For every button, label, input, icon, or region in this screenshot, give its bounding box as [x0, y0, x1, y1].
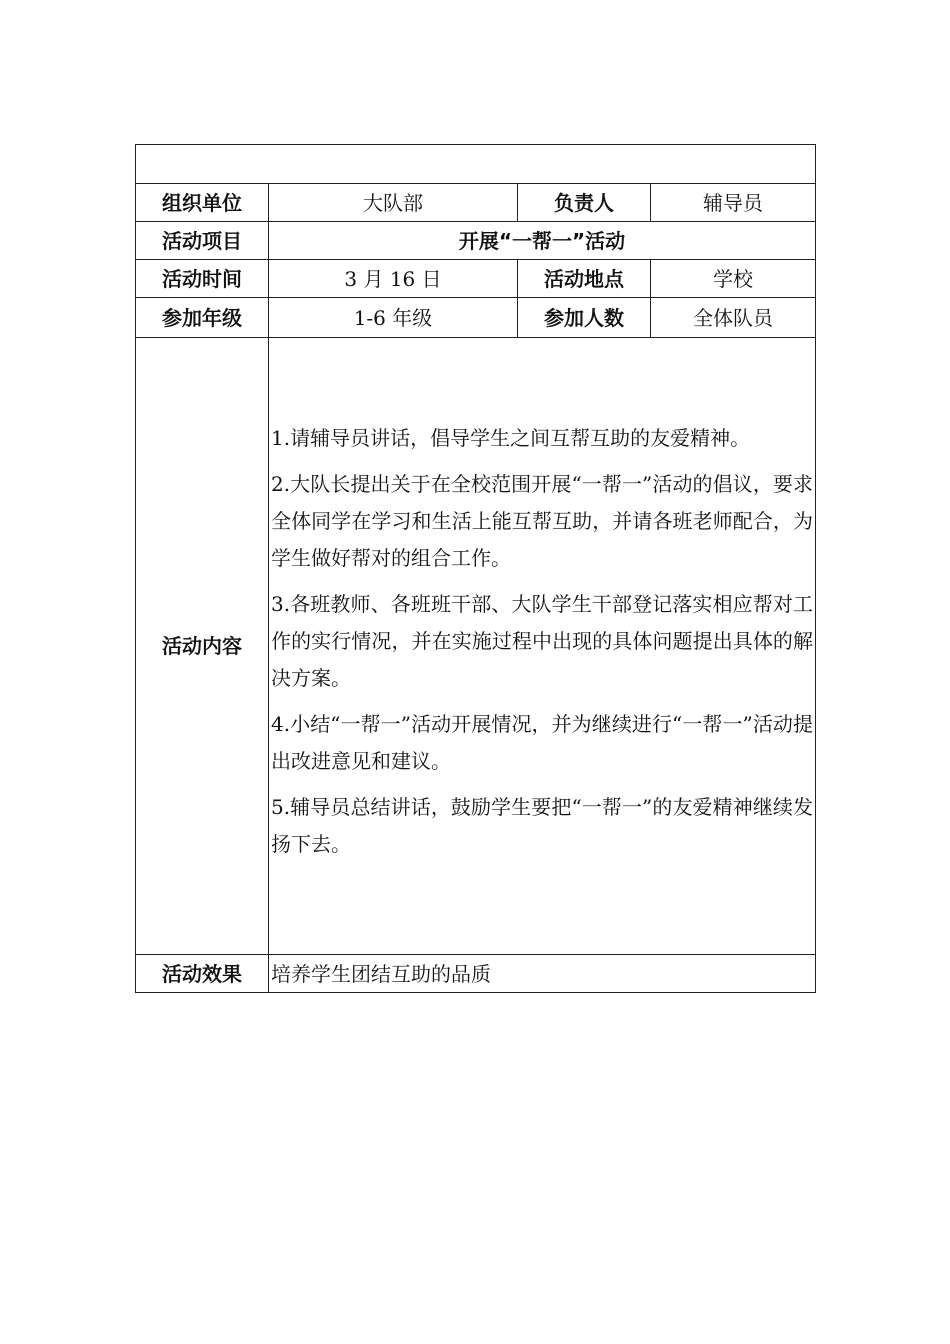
leader-value: 辅导员 [651, 184, 816, 222]
effect-value: 培养学生团结互助的品质 [269, 955, 816, 993]
project-row [136, 222, 816, 260]
place-label: 活动地点 [518, 260, 651, 298]
time-label: 活动时间 [136, 260, 269, 298]
count-value: 全体队员 [651, 298, 816, 338]
content-row [136, 338, 816, 955]
activity-record-table [135, 144, 816, 993]
org-label: 组织单位 [136, 184, 269, 222]
effect-label: 活动效果 [136, 955, 269, 993]
effect-row [136, 955, 816, 993]
project-value: 开展“一帮一”活动 [269, 222, 816, 260]
grade-label: 参加年级 [136, 298, 269, 338]
time-row [136, 260, 816, 298]
leader-label: 负责人 [518, 184, 651, 222]
project-label: 活动项目 [136, 222, 269, 260]
content-label: 活动内容 [136, 338, 269, 955]
header-blank-cell [136, 145, 816, 184]
org-value: 大队部 [269, 184, 518, 222]
content-item: 2.大队长提出关于在全校范围开展“一帮一”活动的倡议，要求全体同学在学习和生活上能互帮互助，并请各班老师配合，为学生做好帮对的组合工作。 [271, 472, 813, 570]
place-value: 学校 [651, 260, 816, 298]
time-value: 3 月 16 日 [269, 260, 518, 298]
count-label: 参加人数 [518, 298, 651, 338]
header-blank-row [136, 145, 816, 184]
content-item: 3.各班教师、各班班干部、大队学生干部登记落实相应帮对工作的实行情况，并在实施过程中出现的具体问题提出具体的解决方案。 [271, 592, 813, 690]
grade-value: 1-6 年级 [269, 298, 518, 338]
content-item: 5.辅导员总结讲话，鼓励学生要把“一帮一”的友爱精神继续发扬下去。 [271, 795, 813, 856]
grade-row [136, 298, 816, 338]
content-cell [269, 338, 816, 955]
content-item: 1.请辅导员讲话，倡导学生之间互帮互助的友爱精神。 [271, 426, 751, 450]
content-item: 4.小结“一帮一”活动开展情况，并为继续进行“一帮一”活动提出改进意见和建议。 [271, 712, 813, 773]
org-row [136, 184, 816, 222]
